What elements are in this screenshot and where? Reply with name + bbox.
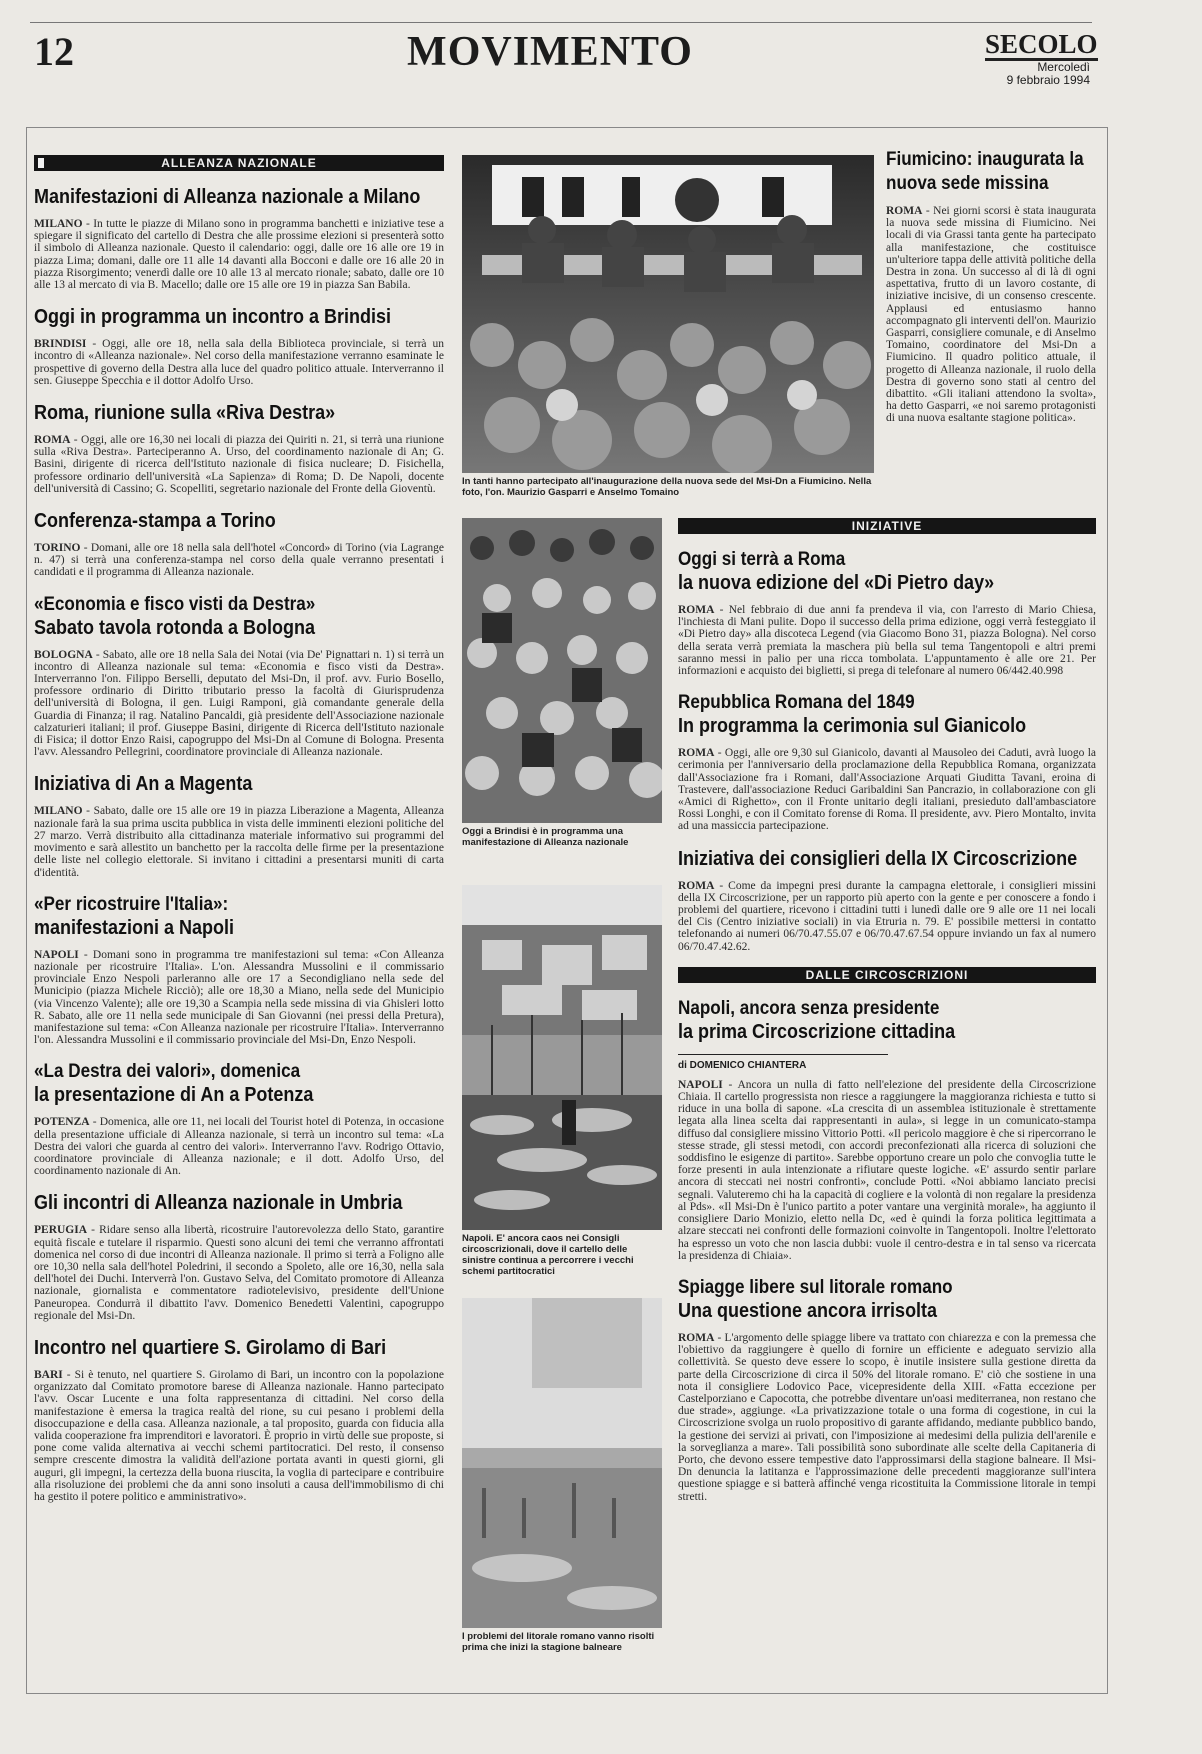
article-title: Oggi in programma un incontro a Brindisi <box>34 306 392 329</box>
article-title: Manifestazioni di Alleanza nazionale a Milano <box>34 186 421 208</box>
article-body: ROMA - Come da impegni presi durante la campagna elettorale, i consiglieri missini della IX Circoscrizione, per un rapporto più aperto con la gente e per conoscere a fondo i problemi del quartiere, ricevono i cittadini tutti i lunedì dalle ore 9 alle ore 11 nei locali del Cis (Centro iniziative sociali) in via Etruria n. 79. E' possibile mettersi in contatto telefonando ai numeri 06/70.47.55.07 e 06/70.47.67.54 oppure inviando un fax al numero 06/70.47.42.62. <box>678 879 1096 953</box>
article-body: PERUGIA - Ridare senso alla libertà, ricostruire l'autorevolezza dello Stato, garantire equità fiscale e tutelare il risparmio. Questi sono alcuni dei temi che verranno affrontati domenica nel corso di due incontri di Alleanza nazionale. Il primo si terrà a Foligno alle ore 10,30 nella sala dell'hotel Poledrini, il secondo a Spoleto, alle ore 16,30, nella sala dell'hotel dei Duchi. Interverrà l'on. Gustavo Selva, del Comitato promotore di Alleanza nazionale, giornalista e commentatore radiotelevisivo, presidente dell'Unione Paneuropea. Condurrà il dibattito l'avv. Domenico Benedetti Valentini, capogruppo regionale del Msi-Dn. <box>34 1224 444 1322</box>
article-magenta <box>34 772 444 878</box>
article-fiumicino <box>886 148 1096 508</box>
article-title: «Economia e fisco visti da Destra» <box>34 593 316 615</box>
byline: di DOMENICO CHIANTERA <box>678 1054 888 1071</box>
article-brindisi <box>34 305 444 387</box>
article-title: «Per ricostruire l'Italia»: <box>34 893 229 915</box>
article-title: Iniziativa di An a Magenta <box>34 773 253 796</box>
photo-caption: I problemi del litorale romano vanno risolti prima che inizi la stagione balneare <box>462 1631 655 1653</box>
article-riva-destra <box>34 401 444 495</box>
article-di-pietro-day <box>678 548 1096 677</box>
photo-caption: In tanti hanno partecipato all'inaugurazione della nuova sede del Msi-Dn a Fiumicino. Nella foto, l'on. Maurizio Gasparri e Anselmo Tomaino <box>462 476 872 498</box>
photo-litorale <box>462 1298 662 1628</box>
photo-brindisi <box>462 518 662 823</box>
article-subtitle: In programma la cerimonia sul Gianicolo <box>678 715 1027 738</box>
article-title: Oggi si terrà a Roma <box>678 549 846 570</box>
article-title: Gli incontri di Alleanza nazionale in Umbria <box>34 1192 403 1215</box>
article-title: Spiagge libere sul litorale romano <box>678 1276 953 1298</box>
photo-napoli <box>462 885 662 1230</box>
napoli-photo-image <box>462 885 662 1230</box>
article-title: Incontro nel quartiere S. Girolamo di Bari <box>34 1336 387 1359</box>
right-column <box>678 518 1096 1683</box>
article-repubblica-romana <box>678 691 1096 832</box>
article-torino <box>34 509 444 579</box>
article-body: ROMA - L'argomento delle spiagge libere va trattato con chiarezza e con la premessa che l'obiettivo da raggiungere è quello di fornire un efficiente e adeguato servizio alla collettività. Se questo deve essere lo scopo, è inutile insistere sulla gestione diretta da parte della Circoscrizione di circa il 50% del litorale romano. E' ciò che sostiene in una nota il consigliere Lodovico Pace, vicepresidente della XIII. «Fatta eccezione per Castelporziano e Capocotta, che potrebbe diventare un'oasi mediterranea, non restano che due strade», aggiunge. «La privatizzazione totale o una forma di cogestione, in cui la Circoscrizione svolga un ruolo propositivo di garante affidando, mediante pubblico bando, la gestione dei servizi ai privati, con l'imposizione ai medesimi della pulizia dell'arenile e la sorveglianza a mare». Tali possibilità sono subordinate alle scelte della Capitaneria di Porto, che devono essere tempestive dato l'approssimarsi della stagione balneare. Il Msi-Dn denuncia la latitanza e l'approssimazione delle precedenti maggioranze sull'intera questione spiagge e si batterà affinché venga ricostituita la Commissione litorale in tempi stretti. <box>678 1331 1096 1503</box>
article-body: BARI - Si è tenuto, nel quartiere S. Girolamo di Bari, un incontro con la popolazione organizzato dal Comitato promotore barese di Alleanza nazionale. Hanno partecipato l'avv. Oscar Lucente e una folta rappresentanza di cittadini. Nel corso della manifestazione è emersa la tragica realtà del rione, su cui pesano i problemi della disoccupazione e della casa. Alleanza nazionale, a tal proposito, guarda con fiducia alla valida cooperazione fra imprenditori e lavoratori. È proprio in virtù delle sue proposte, si pone come valida alternativa ai vecchi schemi partitocratici. Del resto, il consenso sempre crescente dimostra la validità dell'azione portata avanti in questi giorni, gli auguri, gli impegni, la certezza della buona riuscita, la voglia di partecipare e contribuire alla risoluzione dei problemi che da anni sono insoluti a causa dell'immobilismo di chi ha gestito il potere politico e amministrativo». <box>34 1368 444 1503</box>
article-body: NAPOLI - Domani sono in programma tre manifestazioni sul tema: «Con Alleanza nazionale per ricostruire l'Italia». L'on. Alessandra Mussolini e il commissario provinciale Enzo Nespoli parleranno alle ore 17 a Secondigliano nella sede del Municipio (piazza Michele Ricciò); alle ore 18,30 a Miano, nella sede del Municipio (via Vincenzo Valente); alle ore 19,30 a Scampia nella sede missina di via Ghisleri lotto R. Sabato, alle ore 11 nella sede municipale di San Giovanni (nei pressi della Pretura), manifestazione sul tema: «Con Alleanza nazionale per ricostruire l'Italia». Interverranno l'on. Alessandra Mussolini e il commissario provinciale del Msi-Dn, Enzo Nespoli. <box>34 948 444 1047</box>
photo-caption: Napoli. E' ancora caos nei Consigli circoscrizionali, dove il cartello delle sinistre continua a percorrere i vecchi schemi partitocratici <box>462 1233 634 1277</box>
masthead <box>985 29 1098 87</box>
article-body: BRINDISI - Oggi, alle ore 18, nella sala della Biblioteca provinciale, si terrà un incontro di «Alleanza nazionale». Nel corso della manifestazione verranno esaminate le prospettive di governo della Destra alla luce del quadro politico attuale. Interverranno il sen. Giuseppe Specchia e il dottor Adolfo Urso. <box>34 338 444 387</box>
article-umbria <box>34 1191 444 1322</box>
article-title: «La Destra dei valori», domenica <box>34 1061 301 1083</box>
article-milano <box>34 185 444 291</box>
brindisi-photo-image <box>462 518 662 823</box>
page-number: 12 <box>34 29 74 74</box>
left-column <box>34 155 444 1680</box>
article-subtitle: Una questione ancora irrisolta <box>678 1299 938 1322</box>
article-napoli-manifestazioni <box>34 893 444 1047</box>
article-title: Roma, riunione sulla «Riva Destra» <box>34 402 336 425</box>
article-title: Napoli, ancora senza presidente <box>678 997 940 1019</box>
article-body: MILANO - In tutte le piazze di Milano sono in programma banchetti e iniziative tese a spiegare il significato del cartello di Destra che alle prossime elezioni si presenterà sotto il simbolo di Alleanza nazionale. Questo il calendario: oggi, dalle ore 16 alle ore 19 in piazza Lima; domani, dalle ore 11 alle 14 davanti alla Bocconi e dalle ore 16 alle 20 in piazza Risorgimento; venerdì dalle ore 10 alle 13 al mercato rionale; sabato, dalle ore 10 alle 13 al mercato di via B. Macello; dalle ore 15 alle ore 19 in piazza San Babila. <box>34 218 444 292</box>
photo-block-brindisi <box>462 518 662 858</box>
section-title: MOVIMENTO <box>407 29 693 75</box>
article-spiagge <box>678 1276 1096 1503</box>
article-napoli-circoscrizione <box>678 997 1096 1262</box>
article-title: Fiumicino: inaugurata la nuova sede missina <box>886 149 1084 194</box>
article-body: MILANO - Sabato, dalle ore 15 alle ore 19 in piazza Liberazione a Magenta, Alleanza nazionale farà la sua prima uscita pubblica in vista delle imminenti elezioni politiche del 27 marzo. Verrà distribuito alla cittadinanza materiale informativo sui programmi del movimento e sarà allestito un banchetto per la raccolta delle firme per la presentazione delle liste nel collegio elettorale. Si invitano i cittadini a presentarsi muniti di carta d'identità. <box>34 805 444 879</box>
kicker-iniziative: INIZIATIVE <box>678 518 1096 534</box>
photo-block-fiumicino <box>462 155 874 510</box>
article-title: Repubblica Romana del 1849 <box>678 692 915 714</box>
article-subtitle: manifestazioni a Napoli <box>34 916 235 939</box>
article-body: ROMA - Nei giorni scorsi è stata inaugurata la nuova sede missina di Fiumicino. Nei locali di via Grassi tanta gente ha partecipato alla manifestazione, che costituisce un'ulteriore tappa delle attività politiche della Destra in zona. Un successo al di là di ogni aspettativa, frutto di un lavoro costante, di iniziative incisive, di un consenso crescente. Applausi ed entusiasmo hanno accompagnato gli interventi dell'on. Maurizio Gasparri, consigliere comunale, e di Anselmo Tomaino, coordinatore del Msi-Dn a Fiumicino. Il quadro politico attuale, il progetto di Alleanza nazionale, il ruolo della Destra di governo sono stati al centro del dibattito. «Gli italiani attendono la svolta», ha detto Gasparri, «e noi saremo protagonisti di una nuova esaltante stagione politica». <box>886 205 1096 425</box>
article-ix-circoscrizione <box>678 847 1096 953</box>
article-body: NAPOLI - Ancora un nulla di fatto nell'elezione del presidente della Circoscrizione Chiaia. Il cartello progressista non riesce a raggiungere la maggioranza richiesta e tutto si riduce in una bolla di sapone. «La crescita di un assemblea istituzionale è strettamente legata alla linea scelta dai rappresentanti in aula», si legge in un comunicato-stampa diffuso dal consigliere missino Vittorio Potti. «Il pericolo maggiore è che si ripercorrano le stesse strade, gli stessi metodi, con accordi preconfezionati alla ricerca di soluzioni che soddisfino le esigenze di partito». Sarebbe opportuno creare un polo che convoglia tutte le forze presenti in aula intenzionate a rifiutare queste logiche. «E' assurdo sentir parlare ancora di steccati nei nostri confronti», conclude Potti. «Noi abbiamo lanciato precisi segnali. Valuteremo chi ha la capacità di cogliere e la volontà di non regalare la presidenza al Pds». «Il Msi-Dn è l'unico partito a poter vantare una verginità morale», ha aggiunto il consigliere Dario Monizio, eletto nella Dc, «ed è quindi la forza politica legittimata a alzare steccati nei confronti delle formazioni coinvolte in Tangentopoli. Inoltre l'elettorato ha espresso un voto che non lascia dubbi: vuole il centro-destra e in tal senso va ricercata la presidenza di Chiaia». <box>678 1078 1096 1262</box>
article-subtitle: la nuova edizione del «Di Pietro day» <box>678 572 995 594</box>
top-rule <box>30 22 1092 23</box>
article-body: BOLOGNA - Sabato, alle ore 18 nella Sala dei Notai (via De' Pignattari n. 1) si terrà un incontro di Alleanza nazionale sul tema: «Economia e fisco visti da Destra». Interverranno l'on. Filippo Berselli, deputato del Msi-Dn, il prof. avv. Furio Bosello, professore ordinario di Diritto tributario presso la facoltà di Giurisprudenza dell'università di Bologna, il gen. Luigi Ramponi, già comandante generale della Guardia di Finanza; il rag. Natalino Pancaldi, già presidente dell'Associazione nazionale calzaturieri italiani; il prof. Giuseppe Basini, dirigente di Ricerca dell'Istituto nazionale di Fisica; il dottor Enzo Raisi, capogruppo del Msi-Dn al Comune di Bologna. Presenta l'avv. Alessandro Pellegrini, coordinatore provinciale di Alleanza nazionale. <box>34 648 444 759</box>
article-body: ROMA - Oggi, alle ore 9,30 sul Gianicolo, davanti al Mausoleo dei Caduti, avrà luogo la cerimonia per l'anniversario della proclamazione della Repubblica Romana, organizzata dall'Associazione fra i Romani, dall'Associazione Arquati Giuditta Tavani, eroina di Trastevere, dall'associazione Reduci Garibaldini San Pancrazio, in collaborazione con gli «Amici di Righetto», con il Fronte unitario degli italiani, presieduto dall'ambasciatore Rossi Longhi, e con il Comitato forense di Roma. Il presidente, avv. Piero Montalto, invita ad una massiccia partecipazione. <box>678 747 1096 833</box>
kicker-alleanza: ALLEANZA NAZIONALE <box>34 155 444 171</box>
article-body: POTENZA - Domenica, alle ore 11, nei locali del Tourist hotel di Potenza, in occasione della presentazione ufficiale di Alleanza nazionale, si terrà un incontro sul tema: «La Destra dei valori che guarda al centro dei valori». Interverranno l'avv. Rodrigo Ottavio, coordinatore provinciale di Alleanza nazionale; e il dott. Adolfo Urso, del coordinamento nazionale di An. <box>34 1116 444 1178</box>
photo-block-litorale <box>462 1298 662 1673</box>
photo-fiumicino <box>462 155 874 473</box>
brand-logo: SECOLO <box>985 29 1098 59</box>
litorale-photo-image <box>462 1298 662 1628</box>
fiumicino-photo-image <box>462 155 874 473</box>
article-body: ROMA - Nel febbraio di due anni fa prendeva il via, con l'arresto di Mario Chiesa, l'inchiesta di Mani pulite. Dopo il successo della prima edizione, oggi verrà festeggiato il «Di Pietro day» alla discoteca Legend (via Giacomo Bono 31, piazza Bologna). Nel corso della serata verrà premiata la maschera più bella sul tema Tangentopoli e altri premi saranno messi in palio per una ricca tombolata. L'appuntamento è alle ore 21. Per informazioni e acquisto dei biglietti, si prega di telefonare al numero 06/442.40.998 <box>678 604 1096 678</box>
article-body: ROMA - Oggi, alle ore 16,30 nei locali di piazza dei Quiriti n. 21, si terrà una riunione sulla «Riva Destra». Parteciperanno A. Urso, del coordinamento nazionale di An; G. Basini, dirigente di ricerca dell'Istituto nazionale di fisica nucleare; D. Fisichella, professore ordinario dell'università «La Sapienza» di Roma; D. De Napoli, docente dell'università di Cassino; G. Scopelliti, segretario nazionale del Fronte della Gioventù. <box>34 434 444 495</box>
kicker-mark <box>38 158 44 168</box>
kicker-circoscrizioni: DALLE CIRCOSCRIZIONI <box>678 967 1096 983</box>
article-bari <box>34 1336 444 1503</box>
article-title: Conferenza-stampa a Torino <box>34 510 276 533</box>
article-potenza <box>34 1060 444 1177</box>
issue-date: 9 febbraio 1994 <box>1006 73 1090 87</box>
photo-caption: Oggi a Brindisi è in programma una manifestazione di Alleanza nazionale <box>462 826 629 848</box>
article-subtitle: la prima Circoscrizione cittadina <box>678 1020 956 1043</box>
article-subtitle: Sabato tavola rotonda a Bologna <box>34 616 316 639</box>
article-body: TORINO - Domani, alle ore 18 nella sala dell'hotel «Concord» di Torino (via Lagrange n. 47) si terrà una conferenza-stampa nel corso della quale verranno presentati i candidati e il programma di Alleanza nazionale. <box>34 542 444 579</box>
article-subtitle: la presentazione di An a Potenza <box>34 1084 314 1107</box>
photo-block-napoli <box>462 885 662 1280</box>
weekday: Mercoledì <box>1037 60 1090 74</box>
article-bologna <box>34 593 444 759</box>
article-title: Iniziativa dei consiglieri della IX Circoscrizione <box>678 847 1078 870</box>
